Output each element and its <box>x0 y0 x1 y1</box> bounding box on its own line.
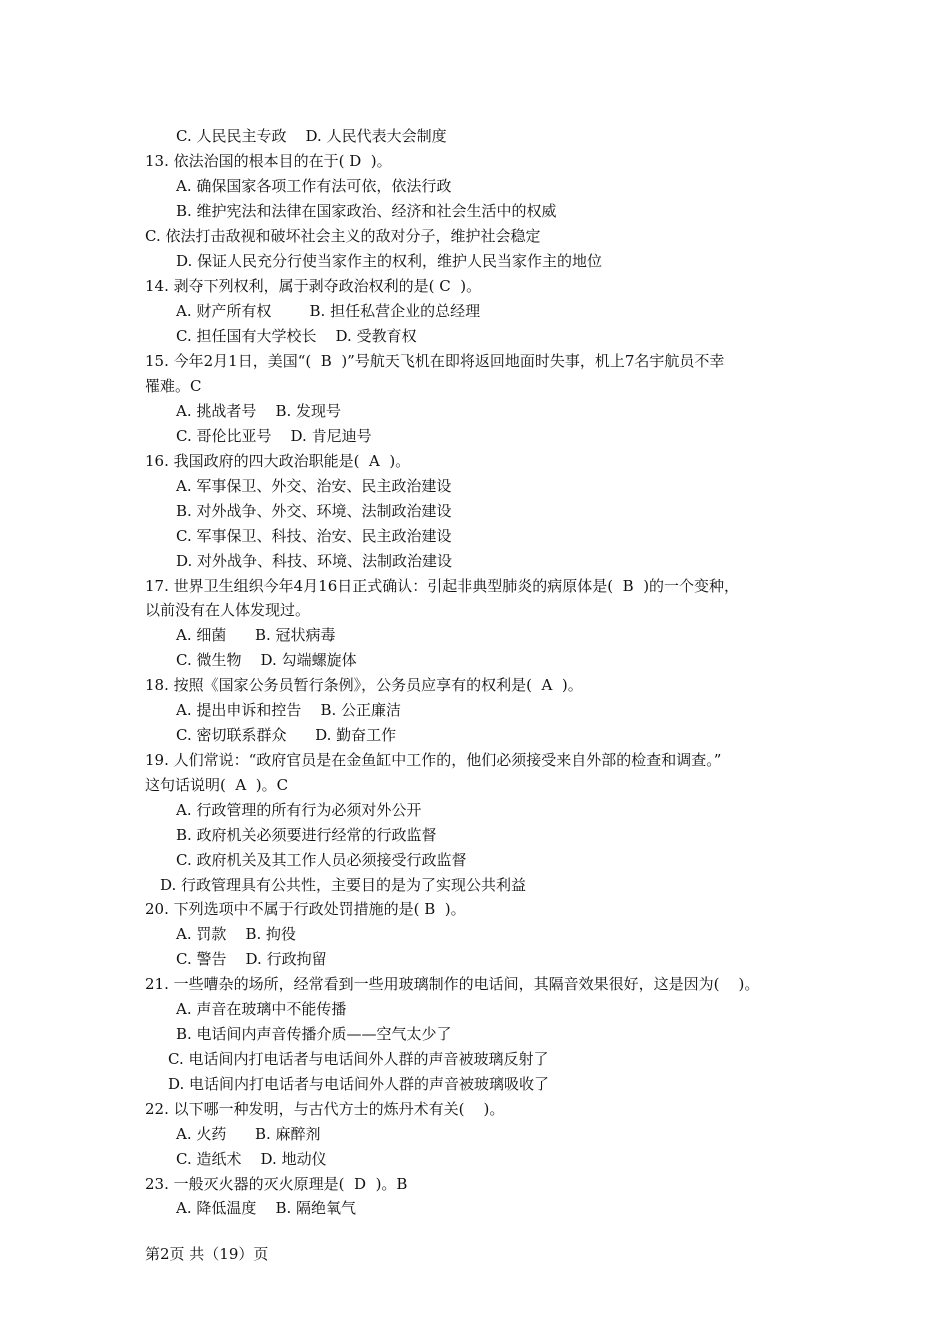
text-line: D. 电话间内打电话者与电话间外人群的声音被玻璃吸收了 <box>168 1075 550 1093</box>
text-line: D. 对外战争、科技、环境、法制政治建设 <box>176 552 453 570</box>
text-line: D. 保证人民充分行使当家作主的权利，维护人民当家作主的地位 <box>176 252 603 270</box>
text-line: B. 政府机关必须要进行经常的行政监督 <box>176 826 437 844</box>
text-line: A. 确保国家各项工作有法可依，依法行政 <box>176 177 452 195</box>
text-line: 这句话说明( A )。C <box>145 776 289 794</box>
question-16: 16. 我国政府的四大政治职能是( A )。 <box>145 452 411 470</box>
text-line: A. 降低温度 B. 隔绝氧气 <box>176 1199 357 1217</box>
text-line: 以前没有在人体发现过。 <box>145 601 311 619</box>
question-22: 22. 以下哪一种发明，与古代方士的炼丹术有关( )。 <box>145 1100 505 1118</box>
text-line: B. 对外战争、外交、环境、法制政治建设 <box>176 502 452 520</box>
text-line: B. 维护宪法和法律在国家政治、经济和社会生活中的权威 <box>176 202 557 220</box>
text-line: B. 电话间内声音传播介质——空气太少了 <box>176 1025 452 1043</box>
question-19: 19. 人们常说：“政府官员是在金鱼缸中工作的，他们必须接受来自外部的检查和调查。” <box>145 751 722 769</box>
text-line: A. 财产所有权 B. 担任私营企业的总经理 <box>176 302 481 320</box>
text-line: C. 依法打击敌视和破坏社会主义的敌对分子，维护社会稳定 <box>145 227 541 245</box>
text-line: A. 细菌 B. 冠状病毒 <box>176 626 336 644</box>
text-line: A. 火药 B. 麻醉剂 <box>176 1125 321 1143</box>
text-line: 罹难。C <box>145 377 202 395</box>
page-footer: 第2页 共（19）页 <box>145 1245 269 1263</box>
text-line: C. 造纸术 D. 地动仪 <box>176 1150 327 1168</box>
question-13: 13. 依法治国的根本目的在于( D )。 <box>145 152 392 170</box>
text-line: A. 军事保卫、外交、治安、民主政治建设 <box>176 477 452 495</box>
text-line: A. 罚款 B. 拘役 <box>176 925 297 943</box>
text-line: A. 提出申诉和控告 B. 公正廉洁 <box>176 701 402 719</box>
text-line: C. 密切联系群众 D. 勤奋工作 <box>176 726 397 744</box>
question-21: 21. 一些嘈杂的场所，经常看到一些用玻璃制作的电话间，其隔音效果很好，这是因为( )。 <box>145 975 760 993</box>
text-line: C. 政府机关及其工作人员必须接受行政监督 <box>176 851 467 869</box>
question-15: 15. 今年2月1日，美国“( B )”号航天飞机在即将返回地面时失事，机上7名宇航员不幸 <box>145 352 725 370</box>
question-14: 14. 剥夺下列权利，属于剥夺政治权利的是( C )。 <box>145 277 482 295</box>
text-line: C. 人民民主专政 D. 人民代表大会制度 <box>176 127 447 145</box>
text-line: C. 军事保卫、科技、治安、民主政治建设 <box>176 527 452 545</box>
text-line: C. 警告 D. 行政拘留 <box>176 950 327 968</box>
text-line: C. 担任国有大学校长 D. 受教育权 <box>176 327 417 345</box>
text-line: C. 电话间内打电话者与电话间外人群的声音被玻璃反射了 <box>168 1050 549 1068</box>
text-line: A. 挑战者号 B. 发现号 <box>176 402 342 420</box>
text-line: C. 微生物 D. 勾端螺旋体 <box>176 651 357 669</box>
question-23: 23. 一般灭火器的灭火原理是( D )。B <box>145 1175 408 1193</box>
text-line: C. 哥伦比亚号 D. 肯尼迪号 <box>176 427 372 445</box>
text-line: D. 行政管理具有公共性，主要目的是为了实现公共利益 <box>160 876 527 894</box>
text-line: A. 行政管理的所有行为必须对外公开 <box>176 801 422 819</box>
question-18: 18. 按照《国家公务员暂行条例》，公务员应享有的权利是( A )。 <box>145 676 583 694</box>
text-line: A. 声音在玻璃中不能传播 <box>176 1000 347 1018</box>
question-17: 17. 世界卫生组织今年4月16日正式确认：引起非典型肺炎的病原体是( B )的一个变种， <box>145 577 740 595</box>
question-20: 20. 下列选项中不属于行政处罚措施的是( B )。 <box>145 900 466 918</box>
